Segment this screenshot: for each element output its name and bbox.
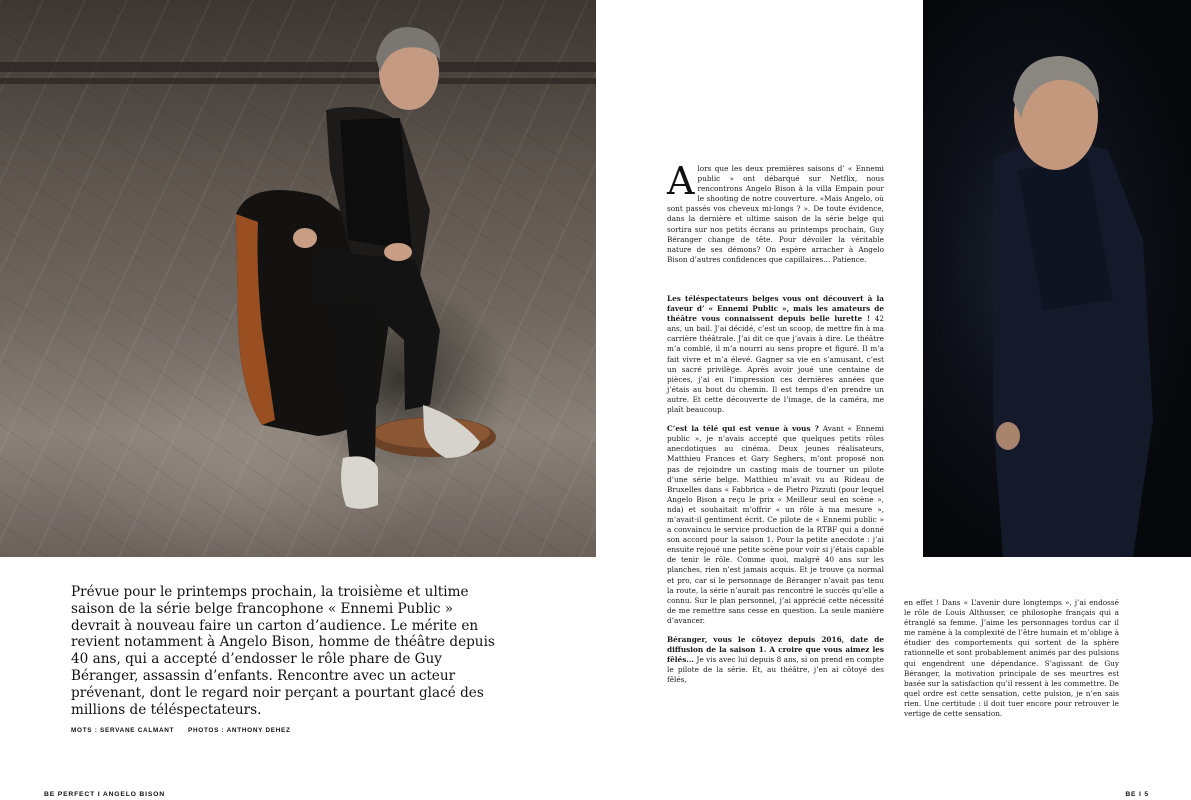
credit-words: MOTS : SERVANE CALMANT <box>71 727 175 734</box>
article-column-1 <box>667 294 884 694</box>
qa-block <box>667 635 884 685</box>
article-column-2 <box>904 598 1119 728</box>
article-lede <box>667 159 884 265</box>
credit-photos: PHOTOS : ANTHONY DEHEZ <box>188 727 291 734</box>
interview-question: Béranger, vous le côtoyez depuis 2016, date de diffusion de la saison 1. A croire que vous aimez les fêlés... <box>667 635 884 665</box>
lede-text: lors que les deux premières saisons d’ « Ennemi public » ont débarqué sur Netflix, nous rencontrons Angelo Bison à la villa Empain pour le shooting de notre couverture. «Mais Angelo, où sont passés vos cheveux mi-longs ? ». De toute évidence, dans la dernière et ultime saison de la série belge qui sortira sur nos petits écrans au printemps prochain, Guy Béranger change de tête. Pour dévoiler la véritable nature de ses démons? On espère arracher à Angelo Bison d’autres confidences que capillaires... Patience. <box>667 164 884 264</box>
photo-seated-portrait <box>0 0 596 557</box>
folio-left: BE PERFECT I ANGELO BISON <box>44 791 165 798</box>
drop-cap: A <box>667 159 695 203</box>
interview-answer: 42 ans, un bail. J’ai décidé, c’est un scoop, de mettre fin à ma carrière théâtrale. J’ai dit ce que j’avais à dire. Le théâtre m’a comblé, il m’a nourri au sens propre et figuré. Il m’a fait vivre et m’a élevé. Gagner sa vie en s’amusant, c’est un sacré privilège. Après avoir joué une centaine de pièces, j’ai eu l’impression ces dernières années que j’étais au bout du chemin. Il est temps d’en prendre un autre. Et cette découverte de l’image, de la caméra, me plaît beaucoup. <box>667 314 884 415</box>
interview-answer: Avant « Ennemi public », je n’avais accepté que quelques petits rôles anecdotiques au cinéma. Deux jeunes réalisateurs, Matthieu Frances et Gary Seghers, m’ont proposé non pas de rejoindre un casting mais de tourner un pilote d’une série belge. Matthieu m’avait vu au Rideau de Bruxelles dans « Fabbrica » de Pietro Pizzuti (pour lequel Angelo Bison a reçu le prix « Meilleur seul en scène », nda) et souhaitait m’offrir « un rôle à ma mesure », m’avait-il gentiment écrit. Ce pilote de « Ennemi public » a convaincu le service production de la RTBF qui a donné son accord pour la saison 1. Pour la petite anecdote : j’ai ensuite rejoué une petite scène pour voir si j’étais capable de tenir le rôle. Comme quoi, malgré 40 ans sur les planches, rien n’est jamais acquis. Et je trouve ça normal et pro, car si le personnage de Béranger n’avait pas tenu la route, la série n’aurait pas rencontré le succès qu’elle a connu. Sur le plan personnel, j’ai apprécié cette nécessité de me remettre sans cesse en question. La seule manière d’avancer. <box>667 424 884 625</box>
qa-block <box>667 294 884 415</box>
column-2-text: en effet ! Dans « L’avenir dure longtemps », j’ai endossé le rôle de Louis Althusser, ce philosophe français qui a étranglé sa femme. J’aime les personnages tordus car il me ramène à la complexité de l’être humain et m’oblige à étudier des comportements qui sortent de la sphère rationnelle et sont probablement animés par des pulsions qui engendrent une dépendance. S’agissant de Guy Béranger, la motivation principale de ses meurtres est basée sur la satisfaction qu’il ressent à les commettre. De quel ordre est cette sensation, cette pulsion, je n’en sais rien. Une certitude : il doit tuer encore pour retrouver le vertige de cette sensation. <box>904 598 1119 719</box>
interview-answer: Je vis avec lui depuis 8 ans, si on prend en compte le pilote de la série. Et, au théâtre, j’en ai côtoyé des fêlés, <box>667 655 884 685</box>
photo-standing-portrait <box>923 0 1191 557</box>
article-intro: Prévue pour le printemps prochain, la troisième et ultime saison de la série belge francophone « Ennemi Public » devrait à nouveau faire un carton d’audience. Le mérite en revient notamment à Angelo Bison, homme de théâtre depuis 40 ans, qui a accepté d’endosser le rôle phare de Guy Béranger, assassin d’enfants. Rencontre avec un acteur prévenant, dont le regard noir perçant a pourtant glacé des millions de téléspectateurs. <box>71 584 495 718</box>
folio-right: BE I 5 <box>1125 791 1149 798</box>
standing-man-figure <box>923 0 1191 557</box>
interview-question: C’est la télé qui est venue à vous ? <box>667 424 823 434</box>
qa-block <box>667 424 884 626</box>
seated-man-figure <box>0 0 596 557</box>
interview-question: Les téléspectateurs belges vous ont découvert à la faveur d’ « Ennemi Public », mais les amateurs de théâtre vous connaissent depuis belle lurette ! <box>667 294 884 324</box>
